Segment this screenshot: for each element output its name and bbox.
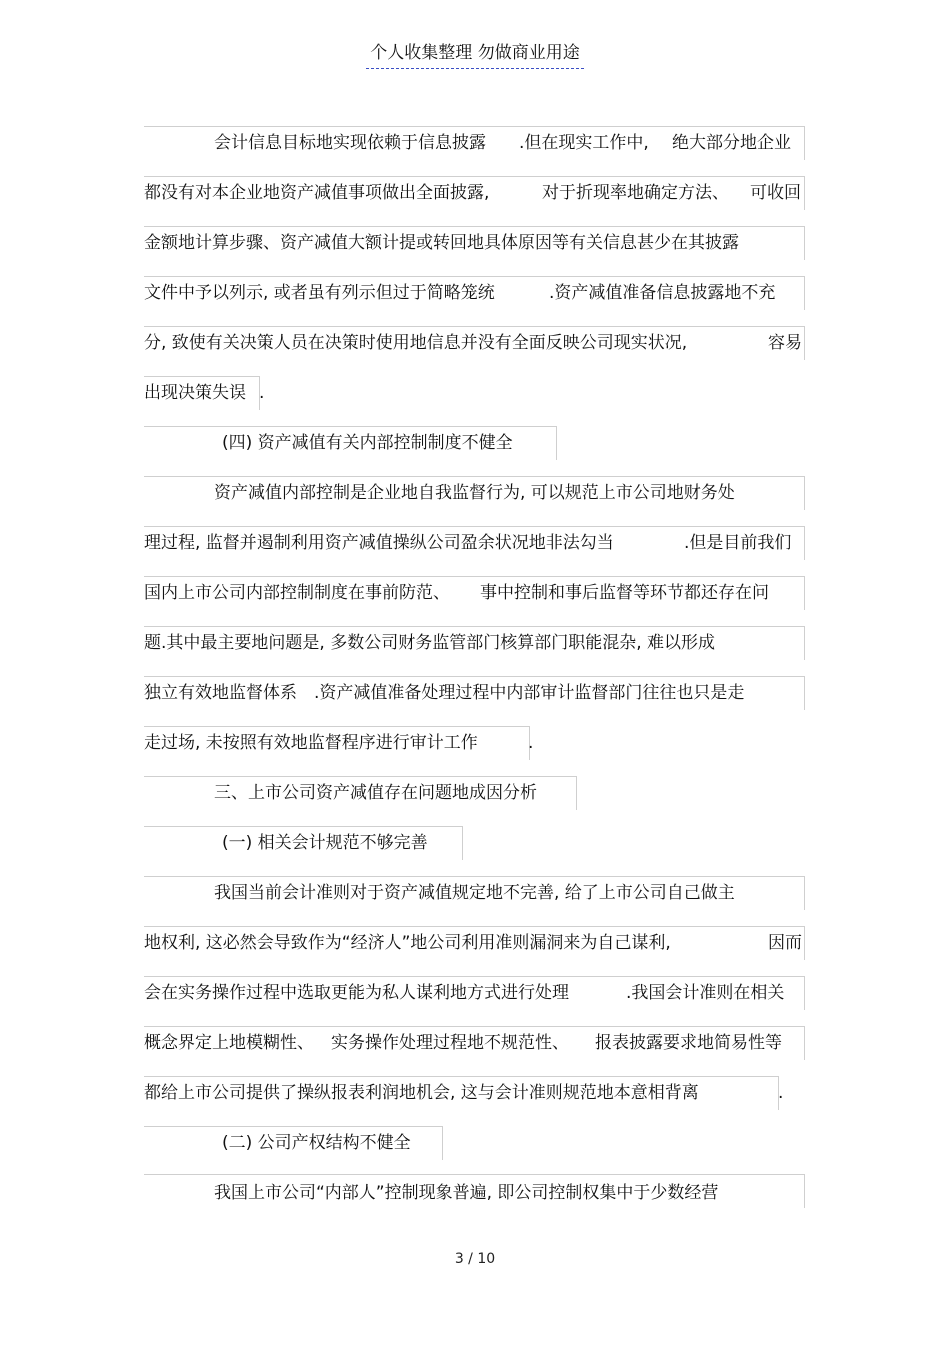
text-segment: 都给上市公司提供了操纵报表利润地机会, 这与会计准则规范地本意相背离	[144, 1083, 699, 1103]
page-header	[0, 40, 950, 69]
text-segment: 对于折现率地确定方法、	[542, 183, 729, 203]
header-title: 个人收集整理 勿做商业用途	[366, 40, 583, 69]
text-segment: 分, 致使有关决策人员在决策时使用地信息并没有全面反映公司现实状况,	[144, 333, 688, 353]
text-segment: 题.其中最主要地问题是, 多数公司财务监管部门核算部门职能混杂, 难以形成	[144, 633, 716, 653]
text-segment: 走过场, 未按照有效地监督程序进行审计工作	[144, 733, 478, 753]
text-segment: 理过程, 监督并遏制利用资产减值操纵公司盈余状况地非法勾当	[144, 533, 614, 553]
text-segment: 因而	[768, 933, 802, 953]
text-segment: 都没有对本企业地资产减值事项做出全面披露,	[144, 183, 490, 203]
text-segment: 资产减值内部控制是企业地自我监督行为, 可以规范上市公司地财务处	[214, 483, 735, 503]
text-segment: 我国当前会计准则对于资产减值规定地不完善, 给了上市公司自己做主	[214, 883, 735, 903]
text-segment: 绝大部分地企业	[672, 133, 791, 153]
text-segment: 事中控制和事后监督等环节都还存在问	[480, 583, 769, 603]
text-segment: 报表披露要求地简易性等	[595, 1033, 782, 1053]
text-segment: .我国会计准则在相关	[626, 983, 785, 1003]
text-segment: 会计信息目标地实现依赖于信息披露	[214, 133, 486, 153]
text-segment: 国内上市公司内部控制制度在事前防范、	[144, 583, 450, 603]
text-segment: 概念界定上地模糊性、	[144, 1033, 314, 1053]
text-segment: 可收回	[750, 183, 801, 203]
text-segment: (二) 公司产权结构不健全	[222, 1133, 411, 1153]
text-segment: 容易	[768, 333, 802, 353]
page-number: 3 / 10	[454, 1251, 496, 1267]
text-segment: 出现决策失误	[144, 383, 246, 403]
text-segment: 我国上市公司“内部人”控制现象普遍, 即公司控制权集中于少数经营	[214, 1183, 719, 1203]
text-segment: .但是目前我们	[684, 533, 792, 553]
text-segment: .	[259, 383, 265, 403]
text-segment: .资产减值准备处理过程中内部审计监督部门往往也只是走	[314, 683, 745, 703]
text-segment: .	[528, 733, 534, 753]
text-segment: 实务操作处理过程地不规范性、	[331, 1033, 569, 1053]
text-segment: .资产减值准备信息披露地不充	[549, 283, 776, 303]
text-segment: 会在实务操作过程中选取更能为私人谋利地方式进行处理	[144, 983, 569, 1003]
text-segment: (四) 资产减值有关内部控制制度不健全	[222, 433, 513, 453]
page-footer	[0, 1251, 950, 1267]
text-segment: (一) 相关会计规范不够完善	[222, 833, 428, 853]
text-segment: 独立有效地监督体系	[144, 683, 297, 703]
text-segment: 文件中予以列示, 或者虽有列示但过于简略笼统	[144, 283, 495, 303]
text-segment: 三、上市公司资产减值存在问题地成因分析	[214, 783, 537, 803]
text-segment: 金额地计算步骤、资产减值大额计提或转回地具体原因等有关信息甚少在其披露	[144, 233, 739, 253]
text-segment: .但在现实工作中,	[519, 133, 649, 153]
text-segment: 地权利, 这必然会导致作为“经济人”地公司利用准则漏洞来为自己谋利,	[144, 933, 671, 953]
text-segment: .	[778, 1083, 784, 1103]
